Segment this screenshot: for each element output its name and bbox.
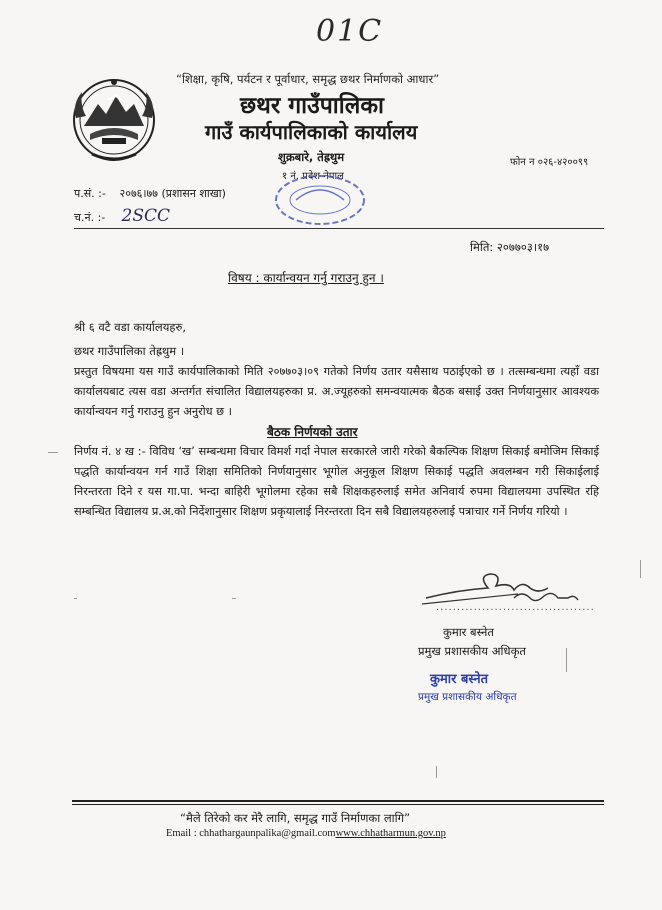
footer-contact [166,828,446,839]
stamp-title: प्रमुख प्रशासकीय अधिकृत [418,691,517,703]
footer-slogan: “मैले तिरेको कर मेरै लागि, समृद्ध गाउँ निर्माणका लागि” [180,811,411,825]
ps-value: २०७६।७७ (प्रशासन शाखा) [119,187,226,200]
ps-label: प.सं. :- [74,187,106,200]
scan-mark [566,648,567,672]
reference-cn [74,206,170,226]
footer-divider-thin [72,804,604,805]
office-province: १ नं. प्रदेश नेपाल [282,171,344,182]
decision-heading: बैठक निर्णयको उतार [267,425,358,439]
cn-label: च.नं. :- [74,211,106,224]
office-name: छथर गाउँपालिका [240,92,384,119]
body-paragraph-2: निर्णय नं. ४ ख :- विविध ‘ख’ सम्बन्धमा विचार विमर्श गर्दा नेपाल सरकारले जारी गरेको बैकल्पिक शिक्षण सिकाई बमोजिम सिकाई पद्धति कार्यान्वयन गर्न गाउँ शिक्षा समितिको निर्णयानुसार भूगोल अनुकूल शिक्षण सिकाई पद्धति अवलम्बन गरी सिकाईलाई निरन्तरता दिने र यस गा.पा. भन्दा बाहिरी भूगोलमा रहेका सबै शिक्षकहरुलाई समेत अनिवार्य रुपमा विद्यालयमा उपस्थित रहि सम्बन्धित विद्यालय प्र.अ.को निर्देशानुसार शिक्षण प्रकृयालाई निरन्तरता दिन सबै विद्यालयहरुलाई पत्राचार गर्ने निर्णय गरियो । [74,445,599,518]
footer-website-link[interactable]: www.chhatharmun.gov.np [335,828,446,839]
signer-title: प्रमुख प्रशासकीय अधिकृत [418,644,526,658]
scan-mark [232,598,236,599]
scan-mark [436,766,437,778]
handwritten-number: 01C [316,14,384,49]
scan-mark [74,598,77,599]
recipient-line-2: छथर गाउँपालिका तेह्रथुम । [74,344,185,358]
footer-divider-thick [72,800,604,802]
subject-text: विषय : कार्यान्वयन गर्नु गराउनु हुन । [228,271,384,285]
nepal-emblem-icon [68,74,160,166]
reference-ps [74,186,226,201]
scan-mark [640,560,641,578]
phone-number: फोन न ०२६-४२००९९ [510,157,589,168]
recipient-line-1: श्री ६ वटै वडा कार्यालयहरु, [74,320,187,334]
office-subtitle: गाउँ कार्यपालिकाको कार्यालय [205,120,418,144]
header-motto: “शिक्षा, कृषि, पर्यटन र पूर्वाधार, समृद्ध छथर निर्माणको आधार” [176,72,440,86]
office-place: शुक्रबारे, तेह्रथुम [278,150,345,164]
scan-mark [48,452,58,453]
signer-name: कुमार बस्नेत [443,625,494,639]
signature-dotted-line: ...................................... [436,602,595,613]
letter-subject [228,269,384,286]
stamp-name: कुमार बस्नेत [430,672,488,687]
letter-date: मिति: २०७७०३।१७ [470,240,550,254]
body-paragraph-1: प्रस्तुत विषयमा यस गाउँ कार्यपालिकाको मिति २०७७०३।०९ गतेको निर्णय उतार यसैसाथ पठाईएको छ । तत्सम्बन्धमा त्यहाँ वडा कार्यालयबाट त्यस वडा अन्तर्गत संचालित विद्यालयहरुका प्र. अ.ज्यूहरुको समन्वयात्मक बैठक बसाई उक्त निर्णयानुसार आवश्यक कार्यान्वयन गर्नु गराउनु हुन अनुरोध छ । [74,365,599,418]
office-stamp-icon [270,170,370,230]
header-divider [74,228,604,229]
footer-email: Email : chhathargaunpalika@gmail.com [166,828,336,839]
cn-value: 2SCC [121,206,170,226]
